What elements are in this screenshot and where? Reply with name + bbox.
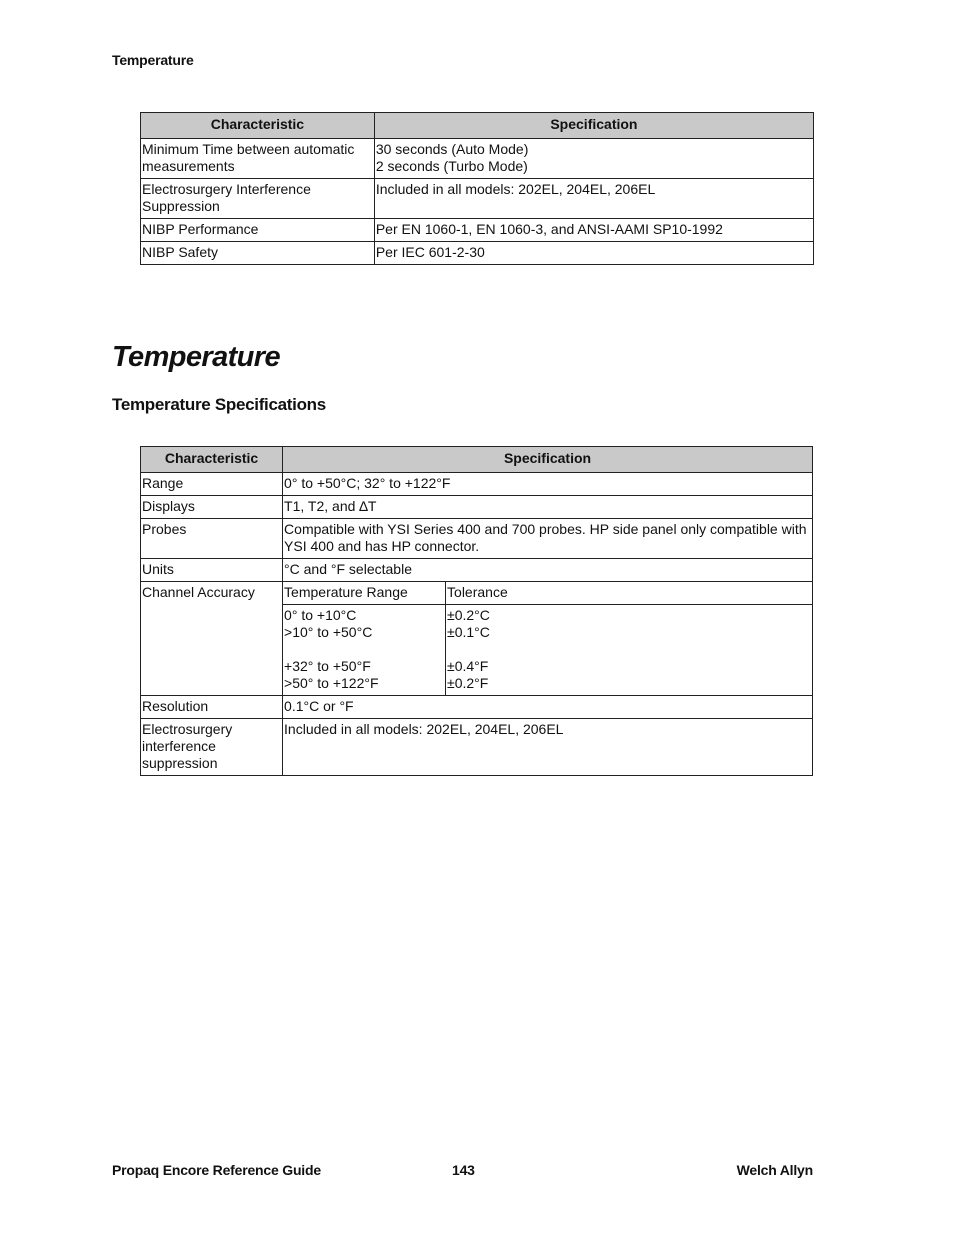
line-gap (447, 641, 809, 658)
table-header-row (141, 113, 814, 139)
cell-line: Minimum Time between automatic (142, 141, 355, 157)
characteristic-cell: Resolution (141, 696, 283, 719)
cell-line: ±0.1°C (447, 624, 490, 640)
cell-line: Per IEC 601-2-30 (375, 244, 485, 260)
running-header-title: Temperature (112, 52, 194, 68)
specification-cell: 0.1°C or °F (283, 696, 813, 719)
specification-cell (374, 219, 813, 242)
specification-cell: °C and °F selectable (283, 559, 813, 582)
table-row (141, 719, 813, 776)
sub-header-temperature-range: Temperature Range (283, 582, 446, 605)
specification-cell (283, 519, 813, 559)
cell-line: Suppression (142, 198, 220, 214)
table-row (141, 179, 814, 219)
column-header-specification: Specification (374, 113, 813, 139)
cell-line: suppression (142, 755, 218, 771)
table-row (141, 496, 813, 519)
table-row (141, 519, 813, 559)
specification-cell (374, 139, 813, 179)
cell-line: interference (142, 738, 216, 754)
characteristic-cell: Channel Accuracy (141, 582, 283, 696)
specification-cell: Included in all models: 202EL, 204EL, 206EL (283, 719, 813, 776)
specification-cell: 0° to +50°C; 32° to +122°F (283, 473, 813, 496)
cell-line: ±0.2°F (447, 675, 489, 691)
footer-company: Welch Allyn (736, 1162, 813, 1178)
specification-cell (374, 242, 813, 265)
cell-line: measurements (142, 158, 235, 174)
line-gap (284, 641, 442, 658)
table-header-row (141, 447, 813, 473)
section-subtitle: Temperature Specifications (112, 395, 326, 414)
specification-cell: T1, T2, and ∆T (283, 496, 813, 519)
cell-line: ±0.2°C (447, 607, 490, 623)
table-row (141, 473, 813, 496)
footer-guide-title: Propaq Encore Reference Guide (112, 1162, 321, 1178)
cell-line: YSI 400 and has HP connector. (284, 538, 480, 554)
cell-line: Per EN 1060-1, EN 1060-3, and ANSI-AAMI SP10-1992 (375, 221, 723, 237)
footer-page-number: 143 (452, 1162, 475, 1178)
table-row (141, 242, 814, 265)
cell-line: Included in all models: 202EL, 204EL, 206EL (375, 181, 656, 197)
nibp-spec-table (140, 112, 814, 265)
temperature-spec-table (140, 446, 813, 776)
table-row (141, 219, 814, 242)
cell-line: +32° to +50°F (284, 658, 371, 674)
cell-line: NIBP Performance (142, 221, 259, 237)
cell-line: Compatible with YSI Series 400 and 700 probes. HP side panel only compatible with (284, 521, 807, 537)
characteristic-cell: Probes (141, 519, 283, 559)
cell-line: ±0.4°F (447, 658, 489, 674)
column-header-characteristic: Characteristic (141, 113, 375, 139)
characteristic-cell (141, 179, 375, 219)
characteristic-cell (141, 719, 283, 776)
characteristic-cell (141, 242, 375, 265)
table-row (141, 582, 813, 605)
cell-line: 0° to +10°C (284, 607, 357, 623)
cell-line: >10° to +50°C (284, 624, 373, 640)
cell-line: Electrosurgery (142, 721, 233, 737)
cell-line: 2 seconds (Turbo Mode) (375, 158, 528, 174)
specification-cell (374, 179, 813, 219)
cell-line: NIBP Safety (142, 244, 219, 260)
column-header-specification: Specification (283, 447, 813, 473)
cell-line: Electrosurgery Interference (142, 181, 311, 197)
tolerance-cell (446, 605, 813, 696)
characteristic-cell: Displays (141, 496, 283, 519)
sub-header-tolerance: Tolerance (446, 582, 813, 605)
cell-line: 30 seconds (Auto Mode) (375, 141, 529, 157)
table-row (141, 559, 813, 582)
characteristic-cell (141, 219, 375, 242)
cell-line: >50° to +122°F (284, 675, 379, 691)
characteristic-cell: Range (141, 473, 283, 496)
column-header-characteristic: Characteristic (141, 447, 283, 473)
characteristic-cell (141, 139, 375, 179)
table-row (141, 696, 813, 719)
characteristic-cell: Units (141, 559, 283, 582)
temperature-range-cell (283, 605, 446, 696)
table-row (141, 139, 814, 179)
section-title: Temperature (112, 341, 280, 373)
